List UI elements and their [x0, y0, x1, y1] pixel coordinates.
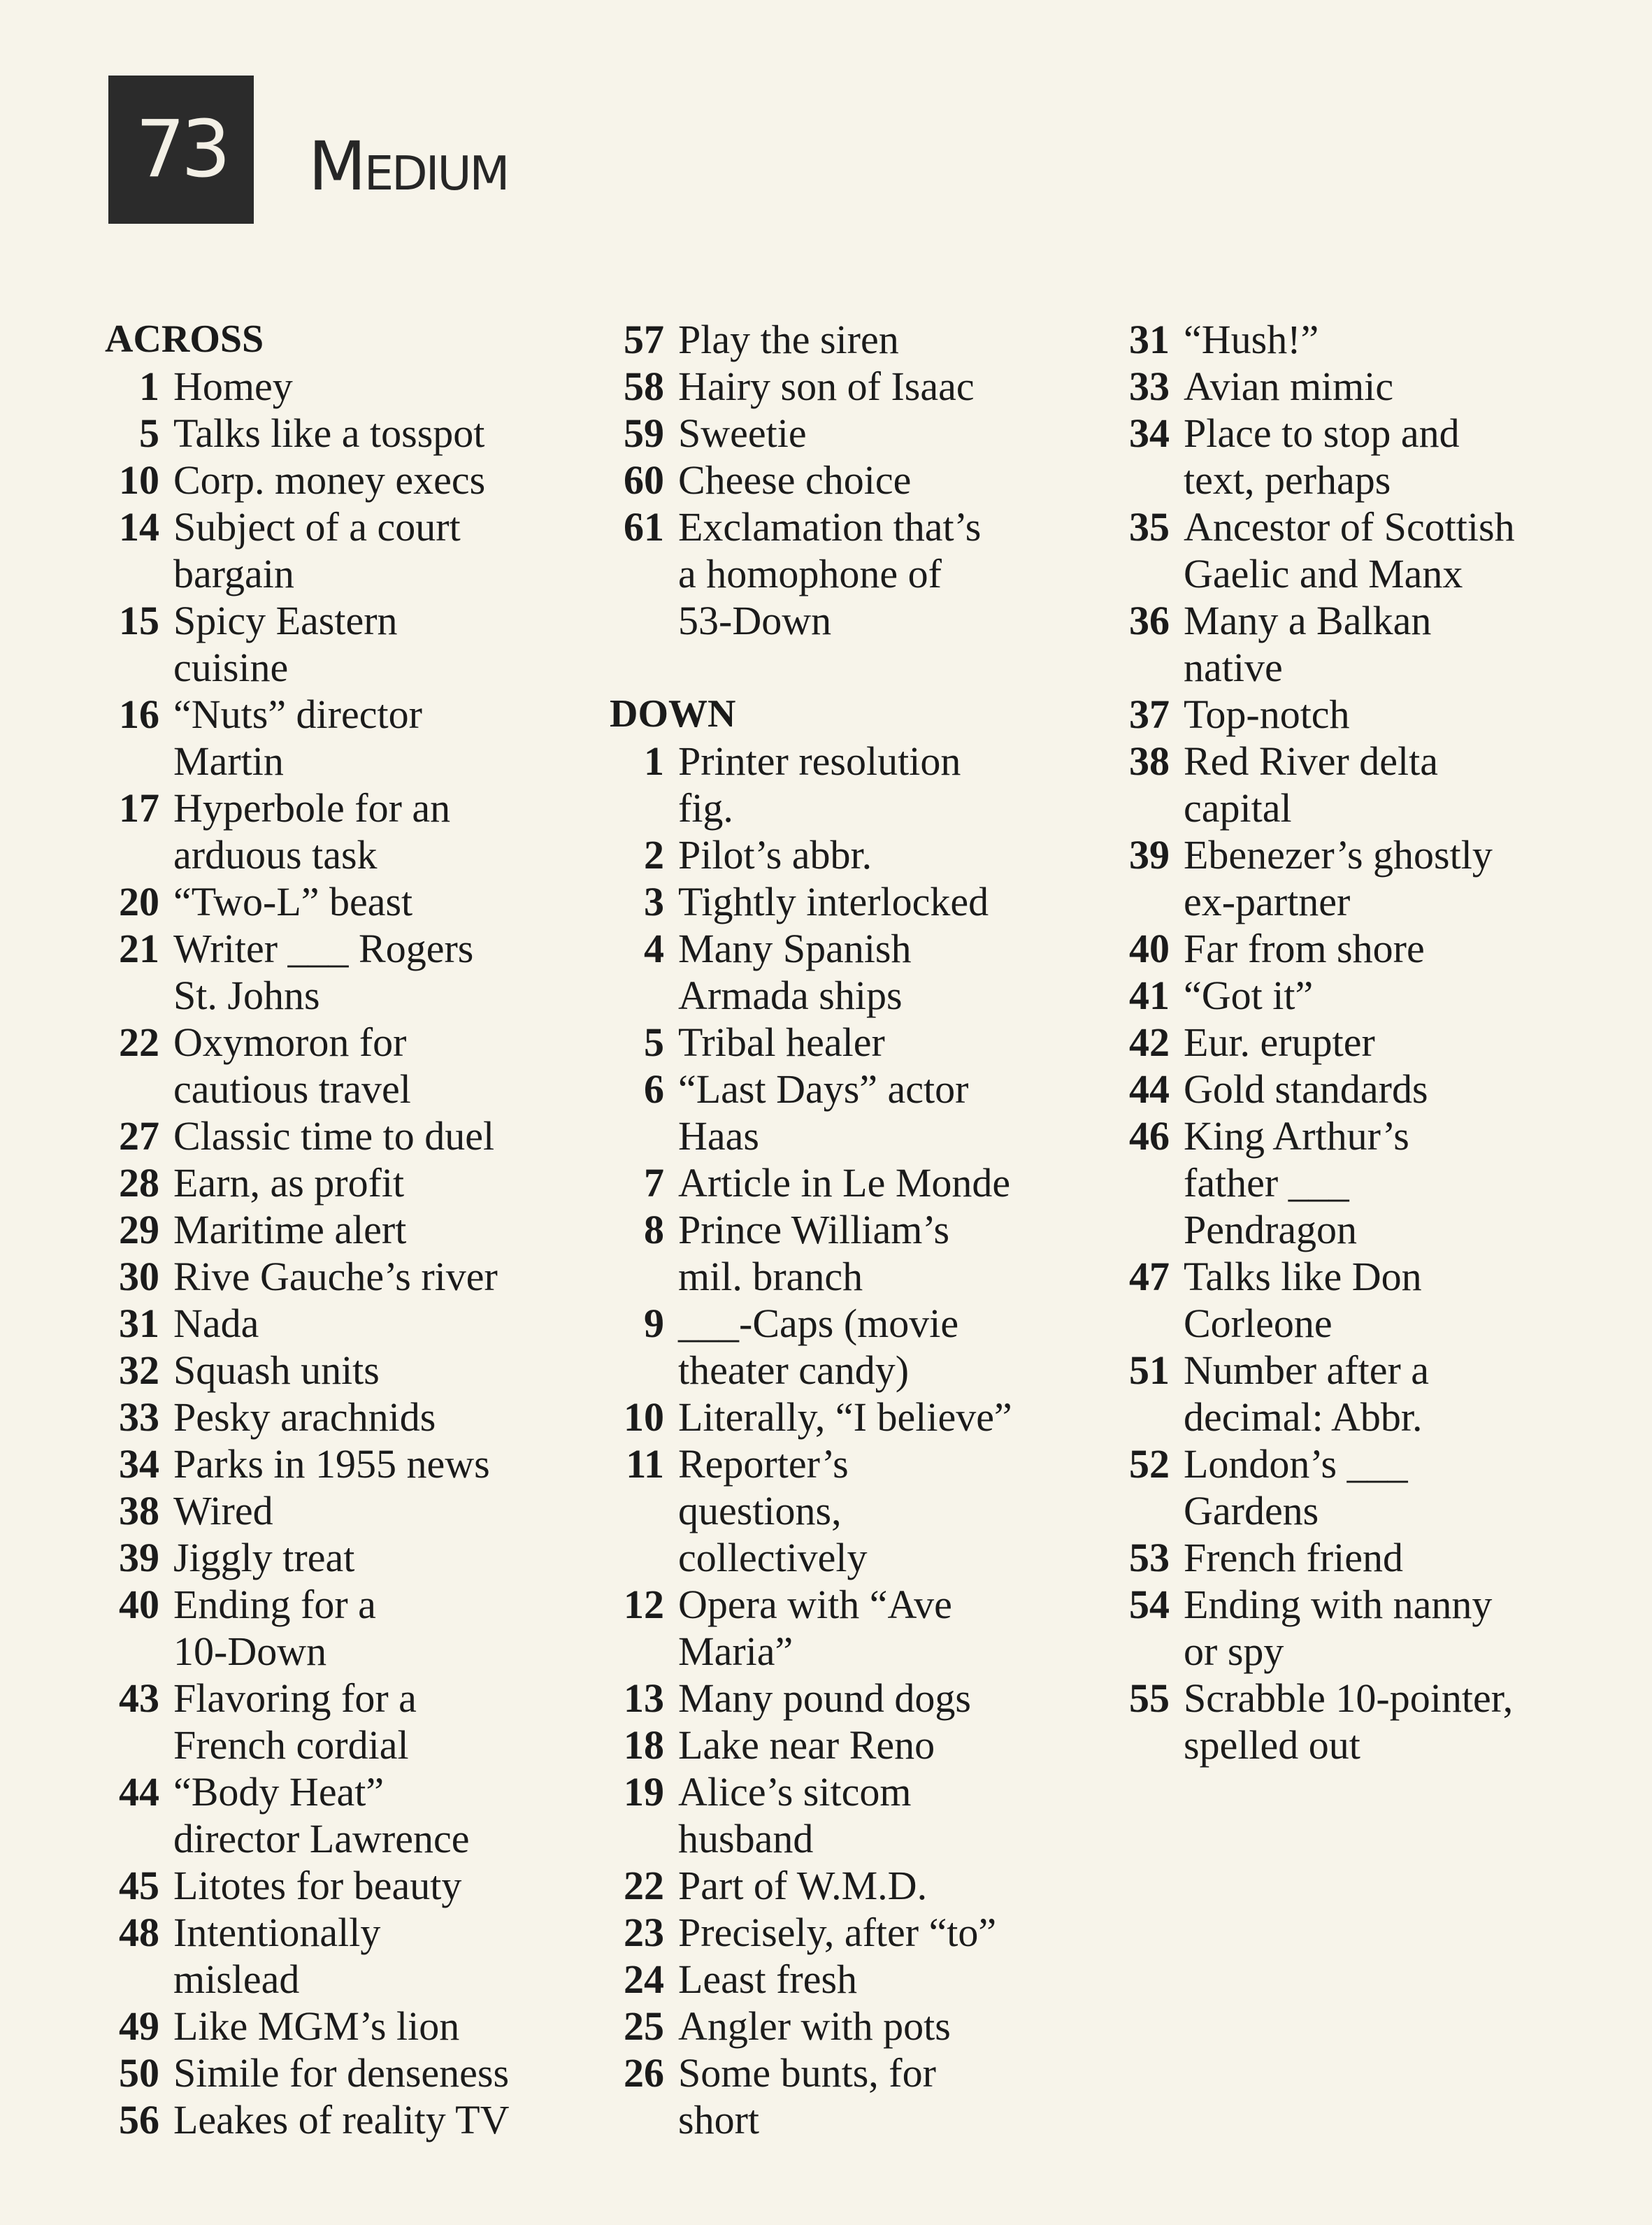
clue-number: 10: [119, 457, 159, 503]
clue-number: 22: [119, 1020, 159, 1065]
clue-text: Ebenezer’s ghostly ex-partner: [1184, 832, 1493, 924]
clue-number: 4: [644, 926, 664, 971]
clue-number: 46: [1129, 1113, 1170, 1159]
clue-text: Writer ___ Rogers St. Johns: [173, 926, 474, 1018]
across-clue: [105, 1487, 608, 1534]
down-clue: [1115, 1440, 1632, 1534]
clue-text: Exclamation that’s a homophone of 53-Down: [678, 504, 982, 643]
across-clue: [105, 1112, 608, 1159]
clue-number: 61: [624, 504, 664, 550]
clue-number: 1: [139, 364, 159, 409]
clue-text: Angler with pots: [678, 2003, 951, 2049]
clue-text: Gold standards: [1184, 1066, 1428, 1112]
clue-number: 33: [1129, 364, 1170, 409]
clue-text: Oxymoron for cautious travel: [173, 1020, 411, 1112]
clue-number: 60: [624, 457, 664, 503]
clue-number: 39: [1129, 832, 1170, 878]
clue-number: 10: [624, 1394, 664, 1440]
clue-number: 50: [119, 2050, 159, 2096]
clue-text: Classic time to duel: [173, 1113, 495, 1159]
across-clue: [105, 878, 608, 925]
clue-text: Like MGM’s lion: [173, 2003, 460, 2049]
clue-number: 31: [119, 1301, 159, 1346]
down-clue: [1115, 1066, 1632, 1112]
clue-number: 11: [626, 1441, 664, 1487]
clue-text: Part of W.M.D.: [678, 1863, 928, 1908]
across-clue: [610, 363, 1113, 410]
section-spacer: [610, 644, 1113, 691]
clue-text: Many a Balkan native: [1184, 598, 1432, 690]
down-clue: [610, 1159, 1113, 1206]
clue-text: Place to stop and text, perhaps: [1184, 410, 1460, 503]
clue-text: Intentionally mislead: [173, 1910, 381, 2002]
across-clue: [105, 1440, 608, 1487]
clue-text: Corp. money execs: [173, 457, 486, 503]
down-clue: [1115, 1675, 1632, 1768]
clue-text: Nada: [173, 1301, 259, 1346]
across-clue: [105, 2049, 608, 2096]
down-clue: [610, 1956, 1113, 2003]
clue-text: Top-notch: [1184, 692, 1350, 737]
clue-text: Avian mimic: [1184, 364, 1394, 409]
clue-column-3: [1115, 316, 1632, 1768]
clue-text: French friend: [1184, 1535, 1404, 1580]
clue-number: 2: [644, 832, 664, 878]
clue-text: Hyperbole for an arduous task: [173, 785, 451, 878]
clue-text: Talks like a tosspot: [173, 410, 485, 456]
clue-number: 37: [1129, 692, 1170, 737]
clue-number: 30: [119, 1254, 159, 1299]
across-clue: [105, 1394, 608, 1440]
clue-number: 26: [624, 2050, 664, 2096]
clue-text: London’s ___ Gardens: [1184, 1441, 1408, 1533]
down-clue: [610, 1300, 1113, 1394]
clue-number: 44: [119, 1769, 159, 1815]
across-clue: [105, 1675, 608, 1768]
clue-number: 34: [1129, 410, 1170, 456]
clue-number: 31: [1129, 317, 1170, 362]
clue-text: Tightly interlocked: [678, 879, 989, 924]
down-clue: [610, 1206, 1113, 1300]
across-clue: [105, 1253, 608, 1300]
clue-number: 55: [1129, 1675, 1170, 1721]
clue-text: Cheese choice: [678, 457, 912, 503]
clue-text: Many pound dogs: [678, 1675, 971, 1721]
clue-number: 43: [119, 1675, 159, 1721]
clue-number: 38: [1129, 738, 1170, 784]
clue-text: Number after a decimal: Abbr.: [1184, 1347, 1430, 1440]
clue-text: Far from shore: [1184, 926, 1425, 971]
clue-column-2: [610, 316, 1113, 2143]
down-clue: [610, 2003, 1113, 2049]
clue-number: 34: [119, 1441, 159, 1487]
down-clue: [1115, 363, 1632, 410]
clue-text: Some bunts, for short: [678, 2050, 936, 2142]
clue-number: 36: [1129, 598, 1170, 643]
clue-number: 51: [1129, 1347, 1170, 1393]
clue-number: 59: [624, 410, 664, 456]
clue-number: 6: [644, 1066, 664, 1112]
difficulty-label: Medium: [308, 127, 508, 206]
down-clue: [1115, 1347, 1632, 1440]
across-clue: [610, 503, 1113, 644]
clue-number: 49: [119, 2003, 159, 2049]
clue-number: 58: [624, 364, 664, 409]
clue-number: 27: [119, 1113, 159, 1159]
down-clue: [610, 925, 1113, 1019]
across-clue: [105, 1300, 608, 1347]
clue-number: 40: [1129, 926, 1170, 971]
across-clue: [105, 1347, 608, 1394]
clue-number: 21: [119, 926, 159, 971]
down-clue: [1115, 1112, 1632, 1253]
clue-number: 42: [1129, 1020, 1170, 1065]
down-clue: [610, 1019, 1113, 1066]
clue-number: 41: [1129, 973, 1170, 1018]
clue-number: 38: [119, 1488, 159, 1533]
clue-text: Ending for a 10-Down: [173, 1582, 376, 1674]
clue-text: Rive Gauche’s river: [173, 1254, 498, 1299]
clue-text: Printer resolution fig.: [678, 738, 961, 831]
down-clue: [1115, 410, 1632, 503]
down-clue: [610, 1675, 1113, 1722]
clue-text: Article in Le Monde: [678, 1160, 1011, 1205]
clue-text: Play the siren: [678, 317, 899, 362]
clue-text: Parks in 1955 news: [173, 1441, 490, 1487]
across-clue: [105, 457, 608, 503]
clue-number: 18: [624, 1722, 664, 1768]
clue-text: “Got it”: [1184, 973, 1314, 1018]
down-clue: [1115, 1019, 1632, 1066]
clue-text: “Two-L” beast: [173, 879, 413, 924]
clue-text: Simile for denseness: [173, 2050, 510, 2096]
clue-number: 52: [1129, 1441, 1170, 1487]
clue-text: Many Spanish Armada ships: [678, 926, 912, 1018]
clue-number: 16: [119, 692, 159, 737]
down-clue: [1115, 1253, 1632, 1347]
clue-text: Tribal healer: [678, 1020, 885, 1065]
down-clue: [610, 878, 1113, 925]
clue-column-1: [105, 316, 608, 2143]
clue-text: Reporter’s questions, collectively: [678, 1441, 868, 1580]
clue-text: Scrabble 10-pointer, spelled out: [1184, 1675, 1514, 1768]
clue-text: Jiggly treat: [173, 1535, 355, 1580]
clue-number: 15: [119, 598, 159, 643]
across-clue: [105, 363, 608, 410]
clue-text: Maritime alert: [173, 1207, 407, 1252]
clue-number: 19: [624, 1769, 664, 1815]
puzzle-number-badge: 73: [108, 76, 254, 224]
puzzle-header: [108, 76, 508, 224]
clue-number: 8: [644, 1207, 664, 1252]
down-heading: DOWN: [610, 692, 736, 736]
clue-number: 35: [1129, 504, 1170, 550]
clue-number: 5: [139, 410, 159, 456]
across-clue: [105, 1581, 608, 1675]
across-clue: [105, 691, 608, 785]
clue-number: 45: [119, 1863, 159, 1908]
clue-text: “Body Heat” director Lawrence: [173, 1769, 470, 1861]
across-heading: ACROSS: [105, 317, 264, 361]
clue-text: Earn, as profit: [173, 1160, 405, 1205]
clue-number: 29: [119, 1207, 159, 1252]
clue-number: 57: [624, 317, 664, 362]
clue-text: Flavoring for a French cordial: [173, 1675, 417, 1768]
down-clue: [610, 1394, 1113, 1440]
clue-number: 23: [624, 1910, 664, 1955]
down-clue: [1115, 925, 1632, 972]
across-clue: [105, 503, 608, 597]
across-clue: [610, 410, 1113, 457]
across-clue: [105, 597, 608, 691]
clue-number: 47: [1129, 1254, 1170, 1299]
clue-text: Precisely, after “to”: [678, 1910, 997, 1955]
down-clue: [610, 1862, 1113, 1909]
clue-text: Lake near Reno: [678, 1722, 935, 1768]
clue-number: 1: [644, 738, 664, 784]
clue-text: Ancestor of Scottish Gaelic and Manx: [1184, 504, 1515, 596]
clue-text: Hairy son of Isaac: [678, 364, 975, 409]
across-clue: [105, 410, 608, 457]
clue-text: “Hush!”: [1184, 317, 1319, 362]
clue-number: 24: [624, 1956, 664, 2002]
across-clue: [105, 785, 608, 878]
down-clue: [1115, 738, 1632, 831]
clue-number: 39: [119, 1535, 159, 1580]
clue-text: Pesky arachnids: [173, 1394, 436, 1440]
clue-number: 7: [644, 1160, 664, 1205]
clue-number: 5: [644, 1020, 664, 1065]
clue-number: 54: [1129, 1582, 1170, 1627]
down-clue: [610, 1066, 1113, 1159]
clue-text: “Nuts” director Martin: [173, 692, 422, 784]
down-clue: [1115, 503, 1632, 597]
clue-text: Eur. erupter: [1184, 1020, 1375, 1065]
clue-text: Subject of a court bargain: [173, 504, 461, 596]
down-clue: [1115, 691, 1632, 738]
clue-number: 53: [1129, 1535, 1170, 1580]
clue-number: 56: [119, 2097, 159, 2142]
clue-number: 3: [644, 879, 664, 924]
clue-text: Red River delta capital: [1184, 738, 1439, 831]
clue-text: Prince William’s mil. branch: [678, 1207, 950, 1299]
clue-text: Alice’s sitcom husband: [678, 1769, 912, 1861]
down-clue: [610, 738, 1113, 831]
clue-number: 14: [119, 504, 159, 550]
across-clue: [105, 925, 608, 1019]
clue-number: 33: [119, 1394, 159, 1440]
clue-number: 28: [119, 1160, 159, 1205]
down-clue: [610, 1581, 1113, 1675]
clue-number: 13: [624, 1675, 664, 1721]
down-clue: [610, 2049, 1113, 2143]
clue-number: 32: [119, 1347, 159, 1393]
clue-text: Talks like Don Corleone: [1184, 1254, 1422, 1346]
clue-text: Leakes of reality TV: [173, 2097, 510, 2142]
clue-text: Pilot’s abbr.: [678, 832, 872, 878]
clue-text: Homey: [173, 364, 293, 409]
down-clue: [610, 831, 1113, 878]
clue-text: Wired: [173, 1488, 273, 1533]
down-clue: [610, 1768, 1113, 1862]
across-clue: [610, 457, 1113, 503]
across-clue: [105, 1534, 608, 1581]
clue-text: “Last Days” actor Haas: [678, 1066, 969, 1159]
across-clue: [105, 1159, 608, 1206]
across-clue: [105, 1019, 608, 1112]
clue-text: Squash units: [173, 1347, 380, 1393]
down-clue: [610, 1440, 1113, 1581]
down-clue: [1115, 316, 1632, 363]
clue-text: Litotes for beauty: [173, 1863, 462, 1908]
down-clue: [1115, 597, 1632, 691]
across-clue: [105, 1206, 608, 1253]
clue-number: 9: [644, 1301, 664, 1346]
clue-number: 12: [624, 1582, 664, 1627]
down-clue: [1115, 1534, 1632, 1581]
clue-text: King Arthur’s father ___ Pendragon: [1184, 1113, 1409, 1252]
clue-number: 25: [624, 2003, 664, 2049]
down-clue: [1115, 972, 1632, 1019]
clue-number: 48: [119, 1910, 159, 1955]
down-clue: [610, 1722, 1113, 1768]
across-clue: [105, 2096, 608, 2143]
down-clue: [1115, 1581, 1632, 1675]
clue-number: 22: [624, 1863, 664, 1908]
across-clue: [610, 316, 1113, 363]
clue-text: Ending with nanny or spy: [1184, 1582, 1493, 1674]
clue-text: Least fresh: [678, 1956, 858, 2002]
across-clue: [105, 1862, 608, 1909]
clue-number: 17: [119, 785, 159, 831]
clue-text: Literally, “I believe”: [678, 1394, 1012, 1440]
across-clue: [105, 1909, 608, 2003]
down-clue: [1115, 831, 1632, 925]
across-clue: [105, 1768, 608, 1862]
clue-text: ___-Caps (movie theater candy): [678, 1301, 959, 1393]
clue-text: Sweetie: [678, 410, 807, 456]
clue-number: 20: [119, 879, 159, 924]
down-clue: [610, 1909, 1113, 1956]
across-clue: [105, 2003, 608, 2049]
clue-number: 44: [1129, 1066, 1170, 1112]
clue-text: Spicy Eastern cuisine: [173, 598, 398, 690]
clue-number: 40: [119, 1582, 159, 1627]
clue-text: Opera with “Ave Maria”: [678, 1582, 952, 1674]
